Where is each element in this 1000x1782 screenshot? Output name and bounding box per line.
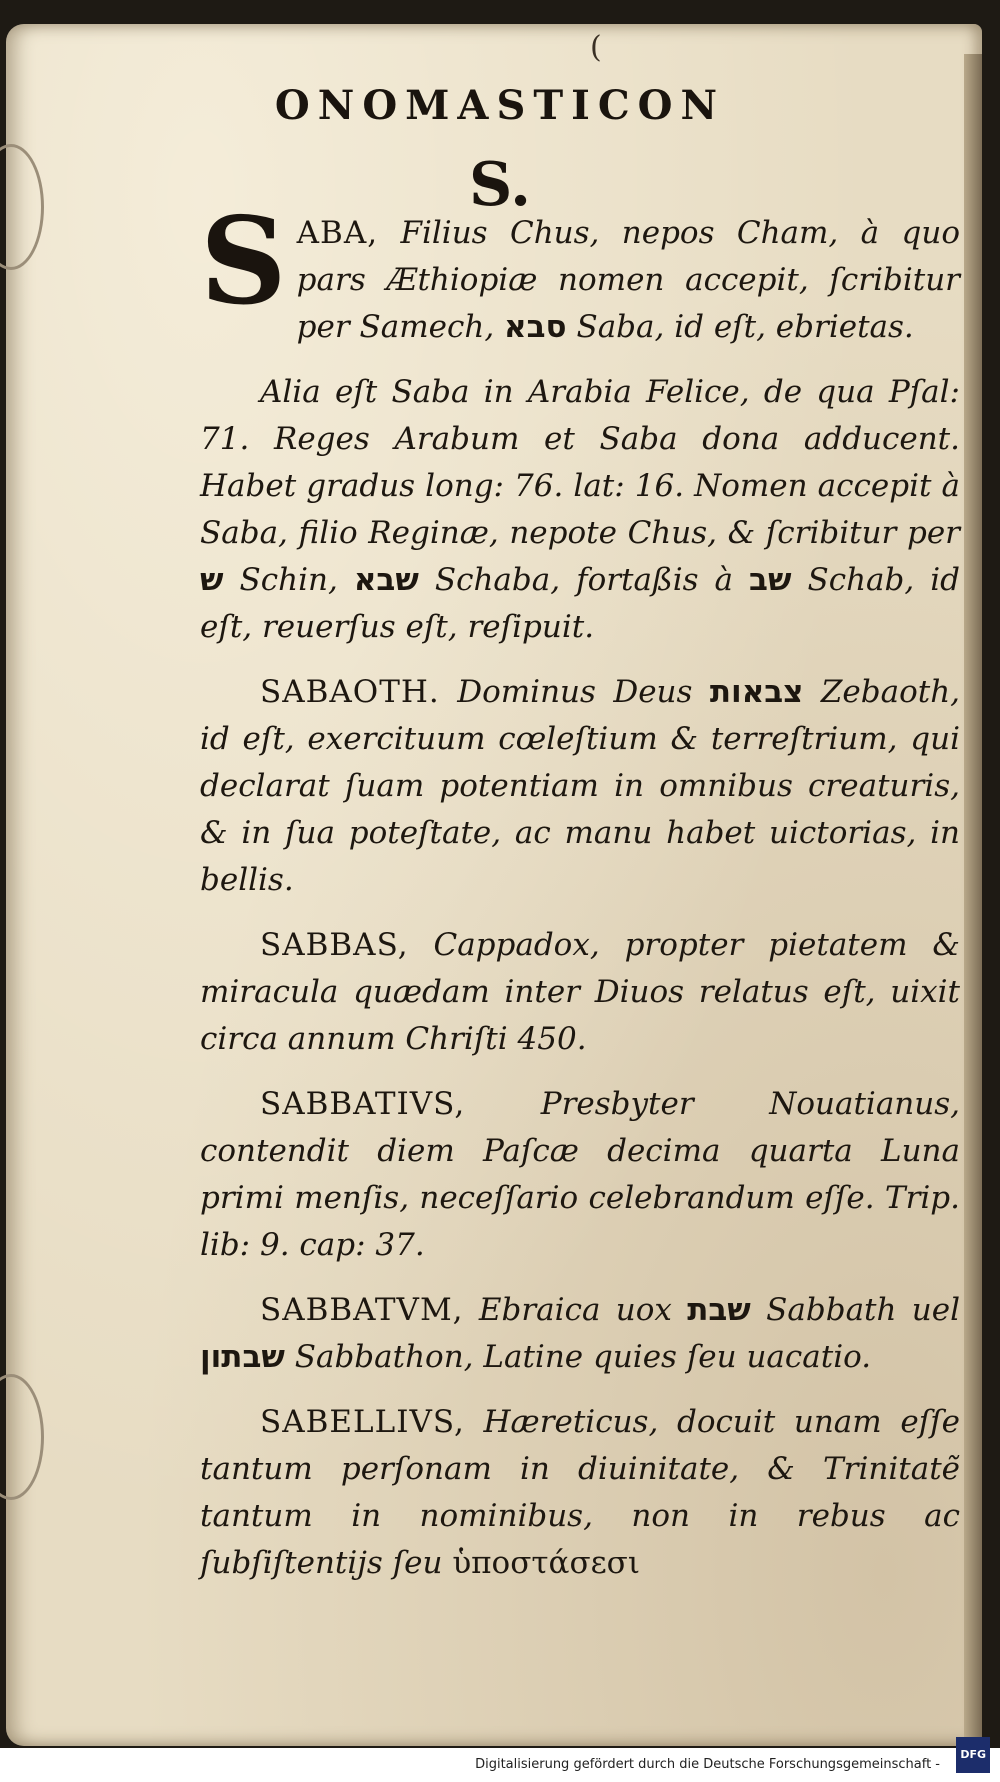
dfg-logo: DFG: [956, 1737, 990, 1773]
hebrew-word: צבאות: [709, 674, 804, 710]
entry-text: Zebaoth, id eſt, exercituum cœleſtium & terreſtrium, qui declarat ſuam potentiam in omnibus creaturis, & in ſua poteſtate, ac manu habet uictorias, in bellis.: [200, 674, 961, 898]
entry-headword: SABBATVM,: [260, 1292, 464, 1328]
entry-sabbas: [200, 922, 960, 1063]
entry-headword: SABBATIVS,: [260, 1086, 466, 1122]
drop-capital: S: [200, 191, 287, 332]
binding-ring: [0, 1374, 44, 1500]
entry-text: Schin,: [239, 562, 338, 598]
entry-text: Saba, id eſt, ebrietas.: [576, 309, 914, 345]
entry-text: Dominus Deus: [457, 674, 693, 710]
running-head: ONOMASTICON: [274, 82, 726, 129]
entry-text: Sabbath uel: [766, 1292, 961, 1328]
entry-sabbatius: [200, 1081, 960, 1269]
entry-text: Hæreticus, docuit unam eſſe tantum perſonam in diuinitate, & Trinitatẽ tantum in nominibus, non in rebus ac ſubſiſtentijs ſeu: [200, 1404, 961, 1581]
entry-headword: ABA,: [296, 215, 379, 251]
entry-headword: SABELLIVS,: [260, 1404, 465, 1440]
entry-text: Sabbathon, Latine quies ſeu uacatio.: [294, 1339, 872, 1375]
entry-headword: SABBAS,: [260, 927, 409, 963]
entry-text: Presbyter Nouatianus, contendit diem Paſcæ decima quarta Luna primi menſis, neceſſario celebrandum eſſe. Trip. lib: 9. cap: 37.: [200, 1086, 960, 1263]
hebrew-word: שב: [749, 562, 792, 598]
digitization-footer: [0, 1748, 1000, 1782]
entry-sabaoth: [200, 669, 960, 904]
dictionary-text: [200, 191, 961, 1605]
hebrew-word: סבא: [504, 309, 567, 345]
entry-text: Ebraica uox: [478, 1292, 672, 1328]
top-mark: (: [590, 30, 602, 65]
entry-text: Alia eſt Saba in Arabia Felice, de qua Pſal: 71. Reges Arabum et Saba dona adducent. Habet gradus long: 76. lat: 16. Nomen accepit à Saba, filio Reginæ, nepote Chus, & ſcribitur per: [200, 374, 960, 551]
hebrew-letter: ש: [200, 562, 224, 598]
entry-saba-arabia: [200, 369, 960, 651]
entry-sabbatum: [200, 1287, 960, 1381]
hebrew-word: שבא: [353, 562, 419, 598]
page-edge: [964, 54, 982, 1754]
entry-saba: [200, 191, 960, 351]
entry-text: Cappadox, propter pietatem & miracula quædam inter Diuos relatus eſt, uixit circa annum Chriſti 450.: [200, 927, 960, 1057]
section-letter: S.: [468, 150, 532, 220]
entry-text: Filius Chus, nepos Cham, à quo pars Æthiopiæ nomen accepit, ſcribitur per Samech,: [296, 215, 960, 345]
entry-sabellius: [200, 1399, 960, 1587]
hebrew-word: שבתון: [200, 1339, 285, 1375]
greek-word: ὑποστάσεσι: [452, 1545, 640, 1581]
entry-headword: SABAOTH.: [260, 674, 440, 710]
entry-text: Schaba, fortaßis à: [434, 562, 734, 598]
entry-text: Schab, id eſt, reuerſus eſt, reſipuit.: [200, 562, 960, 645]
footer-credit: Digitalisierung gefördert durch die Deutsche Forschungsgemeinschaft -: [475, 1757, 940, 1772]
hebrew-word: שבת: [687, 1292, 751, 1328]
